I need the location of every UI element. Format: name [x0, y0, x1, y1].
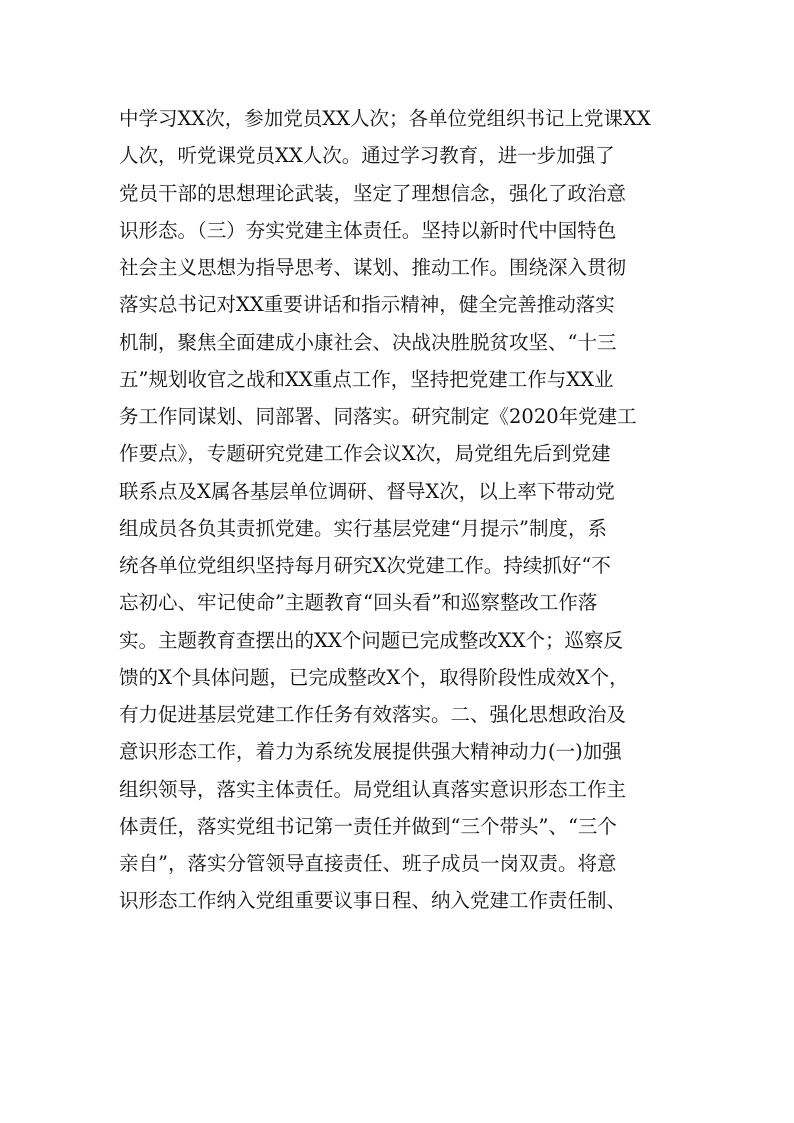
text-line: 党员干部的思想理论武装，坚定了理想信念，强化了政治意: [119, 181, 627, 205]
text-line: 亲自”，落实分管领导直接责任、班子成员一岗双责。将意: [119, 852, 617, 875]
text-line: 五”规划收官之战和XX重点工作，坚持把党建工作与XX业: [119, 367, 614, 391]
text-line: 落实总书记对XX重要讲话和指示精神，健全完善推动落实: [119, 293, 615, 317]
text-line: 馈的X个具体问题，已完成整改X个，取得阶段性成效X个，: [119, 665, 629, 689]
text-line: 意识形态工作，着力为系统发展提供强大精神动力(一)加强: [119, 740, 622, 764]
text-line: 务工作同谋划、同部署、同落实。研究制定《2020年党建工: [119, 405, 637, 428]
text-line: 统各单位党组织坚持每月研究X次党建工作。持续抓好“不: [119, 554, 611, 577]
text-line: 作要点》，专题研究党建工作会议X次，局党组先后到党建: [119, 442, 611, 466]
text-line: 联系点及X属各基层单位调研、督导X次，以上率下带动党: [119, 479, 615, 503]
text-line: 忘初心、牢记使命”主题教育“回头看”和巡察整改工作落: [119, 591, 598, 615]
text-line: 组成员各负其责抓党建。实行基层党建“月提示”制度，系: [119, 516, 607, 540]
text-line: 实。主题教育查摆出的XX个问题已完成整改XX个；巡察反: [119, 628, 624, 652]
text-line: 体责任，落实党组书记第一责任并做到“三个带头”、“三个: [119, 814, 617, 838]
text-line: 有力促进基层党建工作任务有效落实。二、强化思想政治及: [119, 703, 627, 726]
text-line: 组织领导，落实主体责任。局党组认真落实意识形态工作主: [119, 777, 627, 801]
text-line: 识形态。（三）夯实党建主体责任。坚持以新时代中国特色: [119, 218, 617, 242]
text-line: 中学习XX次，参加党员XX人次；各单位党组织书记上党课XX: [119, 107, 651, 130]
text-line: 社会主义思想为指导思考、谋划、推动工作。围绕深入贯彻: [119, 256, 627, 279]
body-text: [119, 100, 684, 920]
text-line: 人次，听党课党员XX人次。通过学习教育，进一步加强了: [119, 144, 615, 168]
text-line: 识形态工作纳入党组重要议事日程、纳入党建工作责任制、: [119, 889, 627, 913]
text-line: 机制，聚焦全面建成小康社会、决战决胜脱贫攻坚、“十三: [119, 330, 617, 354]
